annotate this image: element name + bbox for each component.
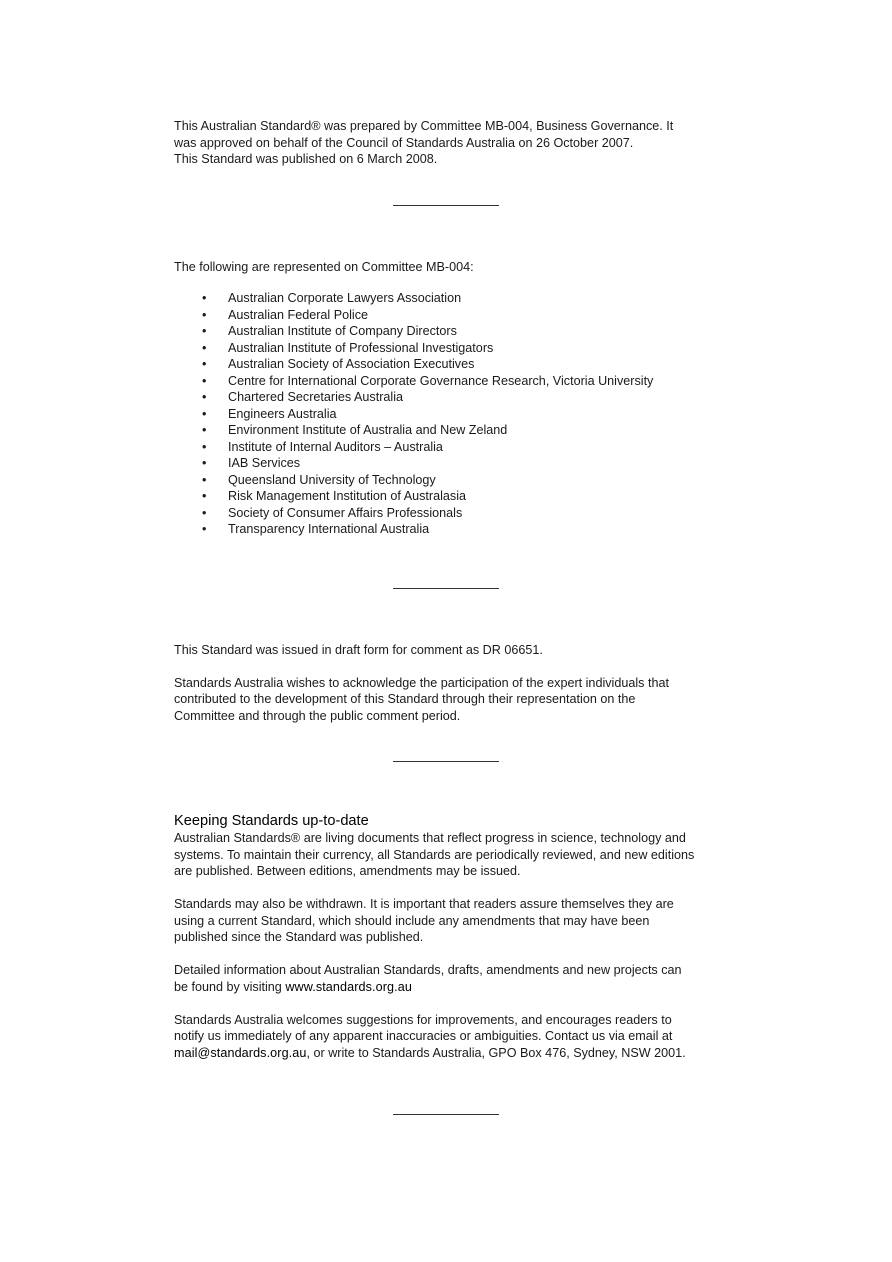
intro-line: This Australian Standard® was prepared by Committee MB-004, Business Governance. It xyxy=(174,119,674,133)
paragraph-line: systems. To maintain their currency, all Standards are periodically reviewed, and new editions xyxy=(174,847,695,862)
information-paragraph xyxy=(174,962,734,995)
committee-member-item: • Engineers Australia xyxy=(174,406,734,423)
paragraph-line: using a current Standard, which should include any amendments that may have been xyxy=(174,913,650,928)
paragraph-text: , or write to Standards Australia, GPO Box 476, Sydney, NSW 2001. xyxy=(306,1045,686,1060)
acknowledgement-line: Committee and through the public comment period. xyxy=(174,708,461,723)
paragraph-line: Standards may also be withdrawn. It is important that readers assure themselves they are xyxy=(174,897,674,911)
committee-member-item: • Society of Consumer Affairs Professionals xyxy=(174,505,734,522)
committee-heading: The following are represented on Committee MB-004: xyxy=(174,259,474,274)
intro-line: This Standard was published on 6 March 2008. xyxy=(174,152,438,166)
paragraph-line xyxy=(174,979,734,996)
keeping-paragraph xyxy=(174,830,734,880)
paragraph-line: Standards Australia welcomes suggestions for improvements, and encourages readers to xyxy=(174,1012,672,1027)
paragraph-line: Australian Standards® are living documents that reflect progress in science, technology and xyxy=(174,831,686,845)
committee-member-item: • Australian Institute of Professional Investigators xyxy=(174,340,734,357)
document-page xyxy=(174,118,734,1115)
paragraph-line xyxy=(174,1045,734,1062)
keeping-standards-section xyxy=(174,812,734,1061)
paragraph-text: be found by visiting xyxy=(174,979,286,994)
section-divider xyxy=(393,1114,499,1115)
committee-member-item: • Australian Corporate Lawyers Association xyxy=(174,290,734,307)
paragraph-line: are published. Between editions, amendments may be issued. xyxy=(174,864,521,878)
committee-member-item: • Australian Federal Police xyxy=(174,307,734,324)
draft-section xyxy=(174,642,734,725)
keeping-standards-heading: Keeping Standards up-to-date xyxy=(174,813,369,829)
paragraph-line: notify us immediately of any apparent inaccuracies or ambiguities. Contact us via email at xyxy=(174,1029,673,1043)
committee-member-item: • Environment Institute of Australia and New Zeland xyxy=(174,422,734,439)
website-link[interactable]: www.standards.org.au xyxy=(285,979,412,994)
email-link[interactable]: mail@standards.org.au xyxy=(174,1045,307,1060)
committee-member-item: • Chartered Secretaries Australia xyxy=(174,389,734,406)
committee-member-item: • Australian Institute of Company Directors xyxy=(174,323,734,340)
committee-member-item: • Australian Society of Association Executives xyxy=(174,356,734,373)
contact-paragraph xyxy=(174,1012,734,1062)
committee-member-item: • Risk Management Institution of Australasia xyxy=(174,488,734,505)
withdrawal-paragraph xyxy=(174,896,734,946)
section-divider xyxy=(393,761,499,762)
committee-member-item: • Queensland University of Technology xyxy=(174,472,734,489)
acknowledgement-paragraph xyxy=(174,675,734,725)
intro-line: was approved on behalf of the Council of Standards Australia on 26 October 2007. xyxy=(174,135,634,150)
section-divider xyxy=(393,205,499,206)
committee-section xyxy=(174,259,734,538)
committee-member-item: • Transparency International Australia xyxy=(174,521,734,538)
paragraph-line: Detailed information about Australian Standards, drafts, amendments and new projects can xyxy=(174,963,682,977)
acknowledgement-line: contributed to the development of this Standard through their representation on the xyxy=(174,692,636,706)
committee-member-item: • Centre for International Corporate Governance Research, Victoria University xyxy=(174,373,734,390)
acknowledgement-line: Standards Australia wishes to acknowledge the participation of the expert individuals that xyxy=(174,675,669,690)
committee-member-item: • Institute of Internal Auditors – Australia xyxy=(174,439,734,456)
draft-issued-text: This Standard was issued in draft form for comment as DR 06651. xyxy=(174,642,543,657)
paragraph-line: published since the Standard was published. xyxy=(174,930,424,944)
committee-member-list xyxy=(174,290,734,538)
section-divider xyxy=(393,588,499,589)
committee-member-item: • IAB Services xyxy=(174,455,734,472)
intro-section xyxy=(174,118,734,168)
